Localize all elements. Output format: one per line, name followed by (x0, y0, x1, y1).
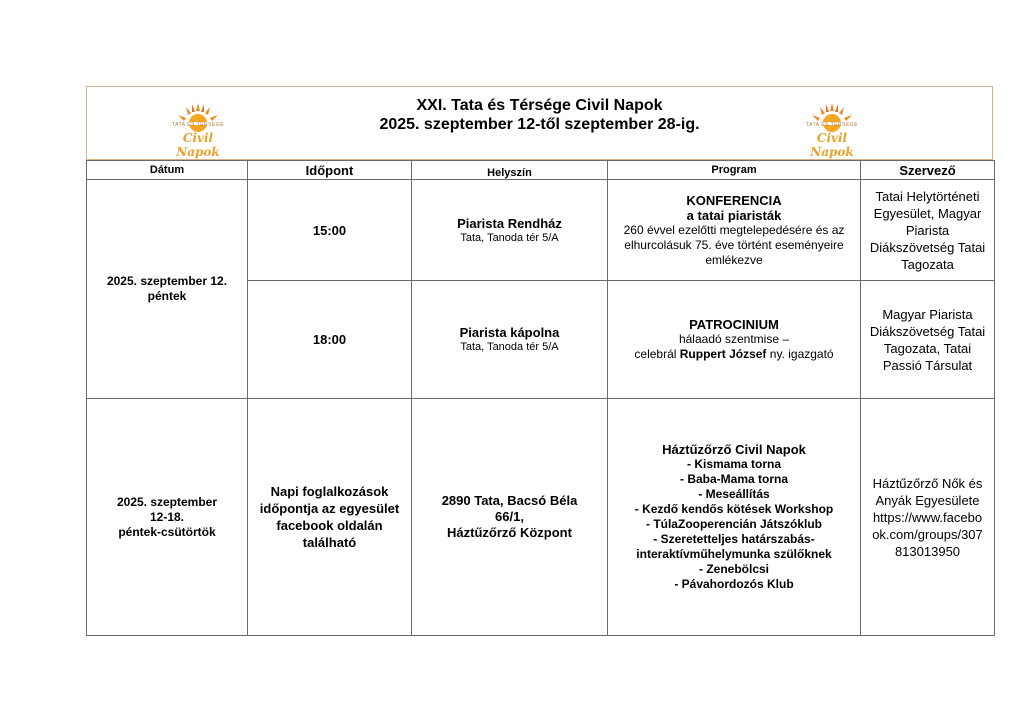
place-name: Piarista Rendház (457, 215, 562, 231)
organizer-link-line-1: https://www.facebo (872, 509, 983, 525)
program-item: - Baba-Mama torna (679, 472, 789, 486)
celebrant-pre: celebrál (634, 347, 680, 361)
logo-small-text: TATA ÉS TÉRSÉGE (805, 122, 859, 128)
organizer-link-line-3: 813013950 (894, 543, 961, 559)
col-header-place: Helyszín (412, 161, 608, 180)
program-item: interaktívműhelymunka szülőknek (636, 547, 832, 561)
program-title: Háztűzőrző Civil Napok (662, 442, 806, 457)
organizer-cell (861, 180, 995, 281)
program-celebrant (612, 347, 856, 362)
place-line-2: 66/1, (495, 509, 524, 524)
program-item: - Szeretetteljes határszabás- (653, 532, 815, 546)
logo-small-text: TATA ÉS TÉRSÉGE (171, 122, 225, 128)
program-table (86, 160, 995, 636)
program-item: - Pávahordozós Klub (674, 577, 794, 591)
program-item: - Meseállítás (698, 487, 770, 501)
table-row (87, 180, 995, 281)
program-item: - Kezdő kendős kötések Workshop (634, 502, 834, 516)
celebrant-post: ny. igazgató (766, 347, 834, 361)
document-header (86, 86, 993, 160)
place-address: Tata, Tanoda tér 5/A (460, 231, 559, 244)
date-cell (87, 399, 248, 636)
date-text: 2025. szeptember 12. péntek (106, 274, 228, 303)
organizer-cell (861, 281, 995, 399)
date-cell (87, 180, 248, 399)
table-row (87, 399, 995, 636)
program-cell (608, 399, 861, 636)
title-line-1: XXI. Tata és Térsége Civil Napok (416, 97, 663, 114)
organizer-text: Tatai Helytörténeti Egyesület, Magyar Piarista Diákszövetség Tatai Tagozata (869, 188, 986, 272)
program-item: - Kismama torna (686, 457, 782, 471)
document (86, 86, 994, 636)
organizer-cell (861, 399, 995, 636)
place-cell (412, 180, 608, 281)
time-cell (248, 180, 412, 281)
program-item: - Zenebölcsi (698, 562, 769, 576)
civil-napok-logo-right (795, 97, 869, 159)
time-text: Napi foglalkozások időpontja az egyesület facebook oldalán található (259, 484, 400, 550)
organizer-text: Magyar Piarista Diákszövetség Tatai Tagozata, Tatai Passió Társulat (869, 306, 986, 373)
col-header-program: Program (608, 161, 861, 180)
time-text: 15:00 (312, 222, 347, 238)
place-line-3: Háztűzőrző Központ (447, 525, 572, 540)
title-line-2: 2025. szeptember 12-től szeptember 28-ig. (379, 116, 700, 133)
program-description: hálaadó szentmise – (678, 332, 790, 346)
place-line-1: 2890 Tata, Bacsó Béla (441, 493, 578, 508)
col-header-organizer: Szervező (861, 161, 995, 180)
celebrant-name: Ruppert József (679, 347, 767, 361)
logo-text: Civil Napok (176, 131, 220, 159)
program-title: PATROCINIUM (689, 317, 779, 332)
organizer-link-line-2: ok.com/groups/307 (872, 526, 983, 542)
logo-text: Civil Napok (810, 131, 854, 159)
place-cell (412, 281, 608, 399)
date-line-1: 2025. szeptember (116, 494, 218, 509)
time-text: 18:00 (312, 332, 347, 347)
place-name: Piarista kápolna (459, 325, 560, 340)
table-header-row (87, 161, 995, 180)
organizer-name: Háztűzőrző Nők és Anyák Egyesülete (872, 475, 983, 508)
program-description: 260 évvel ezelőtti megtelepedésére és az elhurcolásuk 75. éve történt eseményeire emlékezve (623, 222, 845, 267)
program-item: - TúlaZooperencián Játszóklub (645, 517, 823, 531)
place-address: Tata, Tanoda tér 5/A (460, 341, 559, 353)
program-cell (608, 281, 861, 399)
program-cell (608, 180, 861, 281)
time-cell (248, 281, 412, 399)
program-subtitle: a tatai piaristák (686, 207, 782, 223)
col-header-date: Dátum (87, 161, 248, 180)
program-title: KONFERENCIA (686, 192, 782, 208)
col-header-time: Időpont (248, 161, 412, 180)
date-line-3: péntek-csütörtök (118, 524, 216, 539)
date-line-2: 12-18. (149, 509, 185, 524)
time-cell (248, 399, 412, 636)
place-cell (412, 399, 608, 636)
